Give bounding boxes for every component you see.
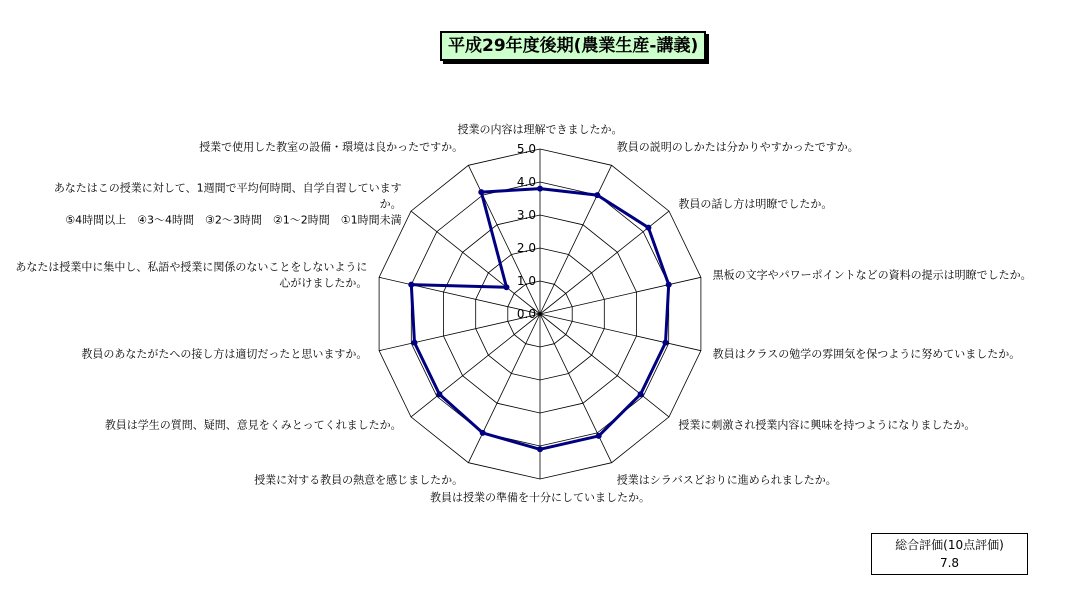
radar-tick-labels [517, 142, 536, 321]
data-point [408, 282, 414, 288]
axis-label-group [713, 346, 1021, 360]
grid-spoke [411, 314, 540, 417]
data-point [504, 284, 510, 290]
axis-label-group [617, 473, 837, 487]
axis-label-group [105, 417, 402, 431]
axis-label-group [54, 181, 402, 227]
axis-label-group [81, 346, 367, 360]
data-point [478, 189, 484, 195]
chart-title: 平成29年度後期(農業生産-講義) [440, 31, 706, 61]
axis-label: 授業に対する教員の熱意を感じましたか。 [254, 473, 464, 487]
grid-spoke [540, 277, 701, 314]
data-point [638, 391, 644, 397]
data-point [645, 225, 651, 231]
summary-box [871, 533, 1028, 575]
axis-label: あなたはこの授業に対して、1週間で平均何時間、自学自習しています [53, 181, 402, 195]
data-point [596, 433, 602, 439]
data-point [537, 186, 543, 192]
summary-value: 7.8 [939, 556, 960, 570]
grid-spoke [540, 314, 701, 351]
axis-label: 教員は授業の準備を十分にしていましたか。 [430, 491, 650, 504]
axis-label: 教員はクラスの勉学の雰囲気を保つように努めていましたか。 [712, 347, 1021, 361]
grid-spoke [379, 314, 540, 351]
axis-label: ⑤4時間以上 ④3～4時間 ③2～3時間 ②1～2時間 ①1時間未満 [65, 213, 402, 227]
axis-label-group [678, 197, 832, 211]
axis-label: 心がけましたか。 [279, 276, 368, 290]
tick-label: 1.0 [516, 274, 536, 288]
axis-label-group [713, 268, 1032, 282]
axis-label: 黒板の文字やパワーポイントなどの資料の提示は明瞭でしたか。 [712, 268, 1032, 282]
axis-label: か。 [379, 197, 402, 211]
summary-label: 総合評価(10点評価) [895, 538, 1004, 552]
axis-label: 教員の説明のしかたは分かりやすかったですか。 [616, 140, 859, 154]
axis-label-group [199, 140, 463, 154]
data-point [436, 391, 442, 397]
axis-label-group [430, 490, 650, 504]
axis-label-group [678, 417, 975, 431]
tick-label: 4.0 [516, 175, 536, 189]
axis-label: 教員の話し方は明瞭でしたか。 [678, 197, 833, 211]
grid-spoke [379, 277, 540, 314]
tick-label: 0.0 [516, 307, 536, 321]
axis-label-group [458, 122, 623, 136]
grid-spoke [411, 211, 540, 314]
axis-label-group [15, 260, 367, 290]
data-point [537, 446, 543, 452]
data-point [412, 340, 418, 346]
axis-label: 授業はシラバスどおりに進められましたか。 [616, 473, 837, 487]
axis-label: 教員のあなたがたへの接し方は適切だったと思いますか。 [81, 347, 368, 361]
tick-label: 3.0 [516, 208, 536, 222]
data-point [480, 430, 486, 436]
tick-label: 2.0 [516, 241, 536, 255]
axis-label: あなたは授業中に集中し、私語や授業に関係のないことをしないように [15, 260, 368, 274]
data-point [663, 340, 669, 346]
axis-label: 教員は学生の質問、疑問、意見をくみとってくれましたか。 [104, 418, 402, 432]
axis-label: 授業に刺激され授業内容に興味を持つようになりましたか。 [678, 418, 976, 432]
data-point [594, 192, 600, 198]
tick-label: 5.0 [516, 142, 536, 156]
axis-label: 授業の内容は理解できましたか。 [457, 123, 623, 136]
data-point [666, 282, 672, 288]
axis-label-group [617, 140, 859, 154]
axis-label-group [254, 473, 463, 487]
axis-label: 授業で使用した教室の設備・環境は良かったですか。 [199, 140, 464, 154]
grid-spoke [540, 314, 669, 417]
radar-grid [379, 149, 701, 479]
